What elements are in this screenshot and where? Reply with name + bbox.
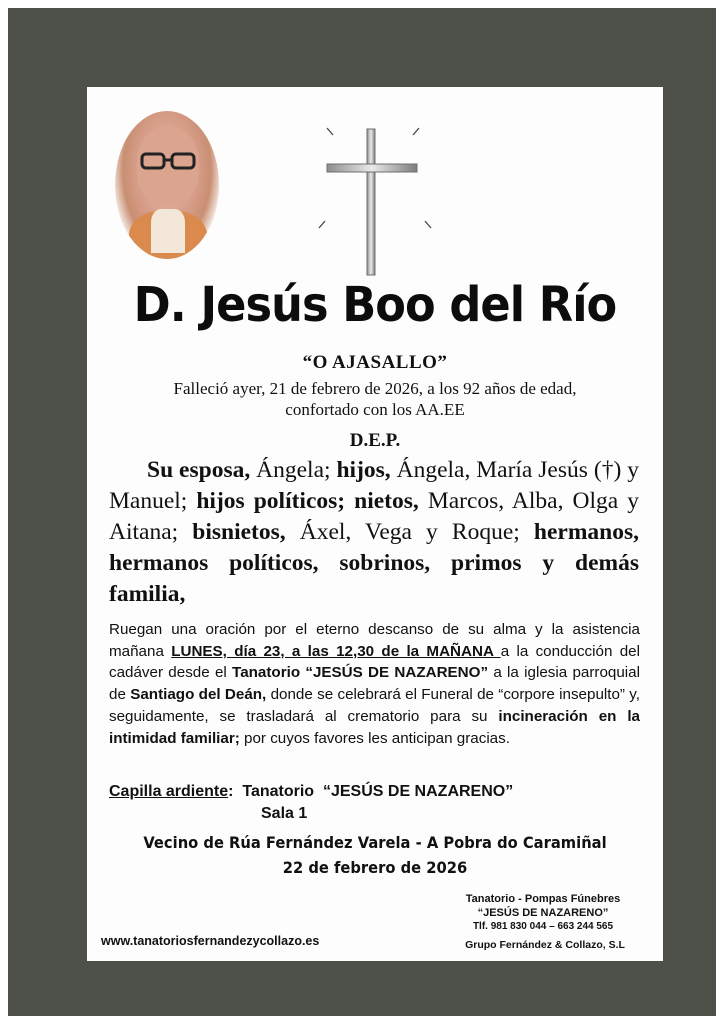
chapel-room: Sala 1	[261, 805, 308, 822]
prayer-text: Ruegan una oración por el eterno descanso de su alma y la asistencia mañana	[109, 621, 640, 660]
last-rites-line: confortado con los AA.EE	[285, 400, 465, 419]
prayer-request-paragraph	[109, 619, 640, 749]
website-link[interactable]: www.tanatoriosfernandezycollazo.es	[101, 934, 320, 948]
funeral-home-phones: Tlf. 981 830 044 – 663 244 565	[472, 921, 614, 932]
church-name: Santiago del Deán,	[130, 686, 267, 704]
family-extended-label: hermanos, hermanos políticos, sobrinos, primos y demás familia,	[109, 519, 640, 607]
family-children-label: hijos,	[336, 457, 391, 483]
portrait-shirt-collar	[151, 209, 185, 253]
funeral-day-time: LUNES, día 23, a las 12,30 de la MAÑANA	[171, 642, 501, 660]
residence-line: Vecino de Rúa Fernández Varela - A Pobra do Caramiñal	[143, 833, 607, 852]
obituary-notice	[87, 87, 663, 961]
chapel-label: Capilla ardiente	[109, 783, 229, 800]
family-grandchildren-names: Marcos, Alba, Olga y Aitana;	[109, 488, 639, 545]
funeral-home-title: “JESÚS DE NAZARENO”	[477, 907, 609, 919]
family-spouse-names: Ángela;	[250, 457, 337, 483]
family-children-names: Ángela, María Jesús (†) y Manuel;	[109, 457, 639, 514]
cremation-note: incineración en la intimidad familiar;	[109, 707, 640, 747]
deceased-portrait-photo	[115, 111, 219, 259]
prayer-text: donde se celebrará el Funeral de “corpore insepulto” y, seguidamente, se trasladará al crematorio para su	[109, 686, 640, 725]
funeral-home-name: Tanatorio “JESÚS DE NAZARENO”	[232, 664, 489, 682]
family-inlaws-grandchildren-label: hijos políticos; nietos,	[196, 488, 419, 514]
deceased-name: D. Jesús Boo del Río	[133, 277, 617, 333]
family-great-grandchildren-label: bisnietos,	[192, 519, 286, 545]
portrait-glasses	[133, 151, 203, 171]
funeral-home-type: Tanatorio - Pompas Fúnebres	[465, 893, 621, 905]
funeral-home-block	[455, 892, 631, 934]
nickname: “O AJASALLO”	[302, 352, 448, 373]
chapel-colon: :	[228, 783, 234, 800]
death-details: Falleció ayer, 21 de febrero de 2026, a los 92 años de edad,	[173, 379, 577, 398]
cross-icon	[313, 113, 433, 283]
prayer-text: a la iglesia parroquial de	[109, 664, 640, 704]
prayer-text: por cuyos favores les anticipan gracias.	[239, 729, 510, 747]
family-great-grandchildren-names: Áxel, Vega y Roque;	[285, 519, 534, 545]
family-members-paragraph	[109, 455, 639, 610]
notice-date: 22 de febrero de 2026	[282, 858, 468, 877]
chapel-line	[109, 783, 640, 801]
company-group-name: Grupo Fernández & Collazo, S.L	[465, 939, 625, 951]
dark-background-board	[8, 8, 716, 1016]
prayer-text: a la conducción del cadáver desde el	[109, 642, 641, 682]
chapel-place: Tanatorio “JESÚS DE NAZARENO”	[233, 783, 514, 800]
family-spouse-label: Su esposa,	[147, 457, 251, 483]
rest-in-peace: D.E.P.	[349, 430, 401, 451]
